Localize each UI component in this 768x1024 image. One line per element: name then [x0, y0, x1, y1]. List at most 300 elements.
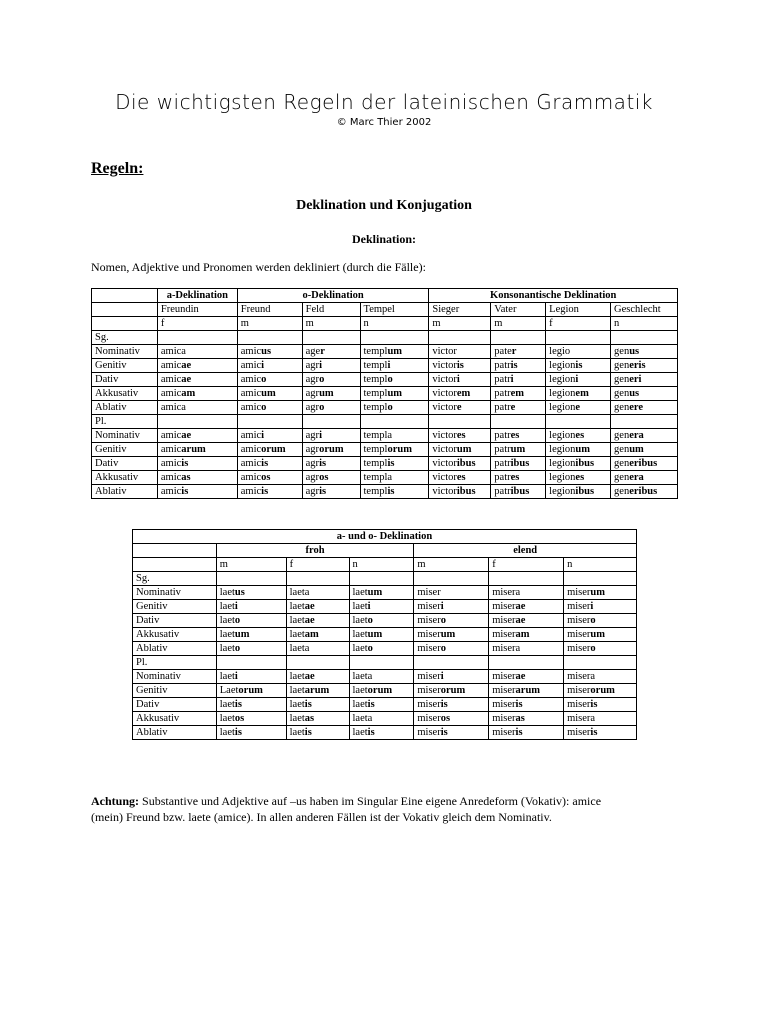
form-cell: [491, 457, 546, 471]
group-header: Konsonantische Deklination: [429, 289, 678, 303]
noun-header: Tempel: [360, 303, 429, 317]
stem: miser: [417, 685, 441, 696]
form-cell: [429, 415, 491, 429]
form-cell: [489, 698, 564, 712]
form-cell: [611, 429, 678, 443]
form-cell: [302, 443, 360, 457]
stem: legio: [549, 346, 571, 357]
stem: patr: [494, 360, 511, 371]
ending: is: [515, 699, 523, 710]
ending: is: [510, 360, 518, 371]
stem: amic: [160, 472, 182, 483]
stem: legion: [549, 458, 576, 469]
stem: victor: [432, 444, 457, 455]
stem: amic: [240, 388, 262, 399]
table-row: [133, 726, 637, 740]
ending: is: [234, 727, 242, 738]
form-cell: [611, 345, 678, 359]
stem: laet: [219, 699, 235, 710]
form-cell: [489, 726, 564, 740]
ending: is: [261, 486, 269, 497]
ending: um: [367, 587, 383, 598]
noun-header: [92, 303, 158, 317]
form-cell: [491, 471, 546, 485]
stem: Laet: [219, 685, 239, 696]
table-row: [133, 628, 637, 642]
form-cell: [349, 656, 414, 670]
form-cell: [349, 712, 414, 726]
subtitle: Deklination und Konjugation: [296, 198, 472, 213]
table-row: [133, 586, 637, 600]
stem: laet: [219, 587, 235, 598]
stem: gen: [614, 430, 630, 441]
stem: miser: [492, 671, 516, 682]
form-cell: [237, 471, 302, 485]
stem: templa: [363, 472, 393, 483]
form-cell: [564, 670, 637, 684]
ending: em: [456, 388, 471, 399]
case-label: Nominativ: [133, 670, 217, 684]
form-cell: [216, 642, 286, 656]
ending: arum: [515, 685, 541, 696]
ending: am: [304, 629, 319, 640]
form-cell: [302, 401, 360, 415]
form-cell: [302, 429, 360, 443]
form-cell: [302, 345, 360, 359]
ending: um: [440, 629, 456, 640]
case-label: Genitiv: [92, 359, 158, 373]
stem: laet: [219, 629, 235, 640]
stem: agr: [305, 486, 320, 497]
stem: gen: [614, 388, 630, 399]
stem: miser: [417, 601, 441, 612]
form-cell: [546, 415, 611, 429]
case-label: Ablativ: [133, 726, 217, 740]
form-cell: [564, 600, 637, 614]
form-cell: [414, 726, 489, 740]
case-label: Dativ: [133, 698, 217, 712]
noun-header: Geschlecht: [611, 303, 678, 317]
ending: orum: [319, 444, 344, 455]
ending: um: [590, 629, 605, 640]
form-cell: [237, 359, 302, 373]
stem: laeta: [352, 713, 373, 724]
table-header-row: [133, 530, 637, 544]
note-text-line2: (mein) Freund bzw. laete (amice). In allen anderen Fällen ist der Vokativ gleich dem Nominativ.: [91, 810, 552, 824]
stem: amic: [160, 486, 182, 497]
stem: miser: [492, 685, 516, 696]
stem: legion: [549, 472, 576, 483]
form-cell: [491, 345, 546, 359]
form-cell: [157, 485, 237, 499]
case-label: Dativ: [92, 373, 158, 387]
ending: um: [261, 388, 276, 399]
stem: miser: [417, 713, 441, 724]
stem: amic: [240, 360, 262, 371]
table-header-row: [133, 558, 637, 572]
ending: i: [510, 374, 514, 385]
table-row: [133, 656, 637, 670]
form-cell: [286, 726, 349, 740]
form-cell: [302, 373, 360, 387]
ending: i: [456, 374, 460, 385]
case-label: Pl.: [92, 415, 158, 429]
stem: patr: [494, 472, 511, 483]
form-cell: [216, 614, 286, 628]
table-row: [133, 614, 637, 628]
stem: amic: [240, 444, 262, 455]
ending: e: [510, 402, 516, 413]
form-cell: [360, 471, 429, 485]
form-cell: [349, 614, 414, 628]
form-cell: [302, 415, 360, 429]
form-cell: [237, 401, 302, 415]
stem: victor: [432, 346, 457, 357]
ending: is: [590, 699, 598, 710]
form-cell: [429, 331, 491, 345]
case-label: Ablativ: [92, 485, 158, 499]
stem: agr: [305, 402, 320, 413]
form-cell: [489, 670, 564, 684]
stem: templ: [363, 402, 388, 413]
ending: um: [590, 587, 605, 598]
ending: o: [261, 402, 267, 413]
form-cell: [216, 670, 286, 684]
ending: as: [181, 472, 191, 483]
ending: i: [387, 360, 391, 371]
form-cell: [302, 457, 360, 471]
ending: ibus: [510, 458, 530, 469]
form-cell: [349, 628, 414, 642]
stem: misera: [567, 713, 596, 724]
form-cell: [429, 429, 491, 443]
group-header: [92, 289, 158, 303]
ending: is: [181, 486, 189, 497]
stem: patr: [494, 444, 511, 455]
table-header-row: [92, 289, 678, 303]
ending: um: [510, 444, 526, 455]
ending: is: [304, 727, 312, 738]
ending: i: [590, 601, 594, 612]
gender-cell: f: [489, 558, 564, 572]
form-cell: [237, 415, 302, 429]
form-cell: [429, 457, 491, 471]
ending: as: [515, 713, 525, 724]
form-cell: [237, 387, 302, 401]
ending: ae: [181, 430, 192, 441]
form-cell: [360, 443, 429, 457]
stem: miser: [492, 713, 516, 724]
form-cell: [414, 572, 489, 586]
ending: o: [234, 643, 241, 654]
ending: em: [575, 388, 589, 399]
form-cell: [286, 684, 349, 698]
form-cell: [564, 572, 637, 586]
form-cell: [216, 726, 286, 740]
form-cell: [611, 443, 678, 457]
form-cell: [157, 471, 237, 485]
form-cell: [611, 485, 678, 499]
adjective-declension-table: [132, 529, 637, 740]
stem: amic: [160, 360, 182, 371]
ending: ere: [629, 402, 643, 413]
stem: gen: [614, 472, 630, 483]
ending: i: [319, 360, 322, 371]
ending: r: [320, 346, 325, 357]
table-header-row: [92, 303, 678, 317]
table-header-row: [92, 317, 678, 331]
stem: agr: [305, 430, 320, 441]
form-cell: [360, 331, 429, 345]
stem: miser: [567, 615, 591, 626]
table-row: [133, 698, 637, 712]
form-cell: [216, 600, 286, 614]
stem: gen: [614, 402, 630, 413]
table-row: [92, 373, 678, 387]
stem: victor: [432, 388, 457, 399]
stem: gen: [614, 458, 630, 469]
ending: is: [319, 458, 327, 469]
stem: laet: [219, 671, 235, 682]
form-cell: [360, 415, 429, 429]
ending: is: [440, 699, 448, 710]
ending: es: [510, 430, 520, 441]
ending: o: [387, 402, 393, 413]
ending: arum: [181, 444, 206, 455]
ending: um: [319, 388, 334, 399]
ending: o: [590, 615, 596, 626]
form-cell: [489, 656, 564, 670]
group-header: o-Deklination: [237, 289, 429, 303]
gender-cell: m: [491, 317, 546, 331]
ending: ae: [181, 360, 192, 371]
note-text-line1: Substantive und Adjektive auf –us haben im Singular Eine eigene Anredeform (Vokativ): amice: [139, 794, 602, 808]
form-cell: [349, 670, 414, 684]
gender-cell: n: [611, 317, 678, 331]
ending: em: [510, 388, 525, 399]
stem: laeta: [352, 671, 373, 682]
ending: os: [440, 713, 451, 724]
form-cell: [349, 642, 414, 656]
table-row: [92, 345, 678, 359]
ending: es: [510, 472, 520, 483]
form-cell: [349, 726, 414, 740]
group-header: a-Deklination: [157, 289, 237, 303]
case-label: Pl.: [133, 656, 217, 670]
form-cell: [489, 600, 564, 614]
form-cell: [157, 373, 237, 387]
stem: amic: [160, 444, 182, 455]
gender-cell: m: [414, 558, 489, 572]
case-label: Akkusativ: [92, 387, 158, 401]
ending: ibus: [456, 486, 476, 497]
stem: legion: [549, 388, 576, 399]
note-paragraph: [91, 793, 681, 825]
stem: templ: [363, 444, 388, 455]
stem: laet: [352, 727, 368, 738]
ending: es: [456, 472, 466, 483]
empty-cell: [133, 544, 217, 558]
form-cell: [564, 586, 637, 600]
case-label: Dativ: [133, 614, 217, 628]
form-cell: [216, 586, 286, 600]
ending: ae: [304, 671, 315, 682]
form-cell: [414, 670, 489, 684]
noun-header: Feld: [302, 303, 360, 317]
gender-cell: n: [360, 317, 429, 331]
stem: legion: [549, 360, 576, 371]
stem: amic: [240, 458, 262, 469]
form-cell: [489, 712, 564, 726]
table-row: [92, 429, 678, 443]
stem: gen: [614, 374, 630, 385]
form-cell: [237, 429, 302, 443]
stem: laet: [289, 685, 305, 696]
form-cell: [216, 572, 286, 586]
ending: orum: [440, 685, 466, 696]
stem: laet: [289, 615, 305, 626]
stem: amic: [160, 374, 182, 385]
stem: age: [305, 346, 321, 357]
ending: ibus: [575, 458, 595, 469]
stem: laet: [352, 587, 368, 598]
form-cell: [611, 387, 678, 401]
form-cell: [216, 628, 286, 642]
form-cell: [546, 485, 611, 499]
form-cell: [157, 331, 237, 345]
stem: amic: [160, 430, 182, 441]
form-cell: [429, 485, 491, 499]
stem: laet: [219, 601, 235, 612]
ending: is: [590, 727, 598, 738]
stem: gen: [614, 444, 630, 455]
noun-header: Sieger: [429, 303, 491, 317]
stem: patr: [494, 458, 511, 469]
stem: miser: [417, 699, 441, 710]
stem: misera: [492, 643, 521, 654]
stem: miser: [567, 629, 591, 640]
ending: eribus: [629, 486, 658, 497]
form-cell: [349, 698, 414, 712]
form-cell: [491, 429, 546, 443]
gender-cell: f: [157, 317, 237, 331]
form-cell: [414, 628, 489, 642]
stem: miser: [567, 727, 591, 738]
form-cell: [286, 656, 349, 670]
stem: patr: [494, 402, 511, 413]
form-cell: [286, 600, 349, 614]
ending: es: [456, 430, 466, 441]
form-cell: [286, 586, 349, 600]
ending: is: [387, 458, 395, 469]
form-cell: [546, 345, 611, 359]
stem: agr: [305, 360, 320, 371]
stem: legion: [549, 430, 576, 441]
form-cell: [546, 471, 611, 485]
form-cell: [546, 331, 611, 345]
adjective-header: elend: [414, 544, 637, 558]
stem: miser: [417, 671, 441, 682]
form-cell: [157, 429, 237, 443]
ending: is: [367, 727, 375, 738]
noun-header: Freund: [237, 303, 302, 317]
ending: is: [575, 360, 583, 371]
stem: agr: [305, 444, 320, 455]
stem: amica: [160, 346, 186, 357]
form-cell: [286, 698, 349, 712]
stem: laet: [352, 699, 368, 710]
form-cell: [360, 401, 429, 415]
form-cell: [546, 373, 611, 387]
ending: o: [387, 374, 393, 385]
form-cell: [286, 670, 349, 684]
section-heading: Regeln:: [91, 160, 144, 177]
form-cell: [491, 373, 546, 387]
stem: miser: [567, 587, 591, 598]
table-row: [133, 712, 637, 726]
stem: templ: [363, 388, 388, 399]
table-row: [133, 600, 637, 614]
form-cell: [349, 600, 414, 614]
case-label: Genitiv: [92, 443, 158, 457]
ending: os: [234, 713, 245, 724]
stem: amic: [240, 374, 262, 385]
form-cell: [157, 443, 237, 457]
ending: o: [261, 374, 267, 385]
stem: laet: [219, 727, 235, 738]
ending: o: [440, 643, 446, 654]
ending: i: [319, 430, 322, 441]
ending: i: [440, 671, 444, 682]
ending: ae: [181, 374, 192, 385]
ending: is: [440, 727, 448, 738]
stem: patr: [494, 430, 511, 441]
ending: orum: [367, 685, 393, 696]
form-cell: [546, 359, 611, 373]
form-cell: [491, 331, 546, 345]
form-cell: [157, 415, 237, 429]
form-cell: [429, 345, 491, 359]
form-cell: [216, 656, 286, 670]
ending: r: [511, 346, 517, 357]
table-row: [92, 443, 678, 457]
form-cell: [360, 387, 429, 401]
stem: miser: [567, 685, 591, 696]
case-label: Sg.: [133, 572, 217, 586]
ending: os: [319, 472, 329, 483]
stem: laet: [352, 685, 368, 696]
gender-cell: m: [302, 317, 360, 331]
form-cell: [237, 443, 302, 457]
form-cell: [360, 485, 429, 499]
form-cell: [237, 331, 302, 345]
table-title: a- und o- Deklination: [133, 530, 637, 544]
stem: victor: [432, 360, 457, 371]
ending: o: [319, 402, 325, 413]
form-cell: [564, 628, 637, 642]
case-label: Nominativ: [92, 429, 158, 443]
form-cell: [414, 600, 489, 614]
form-cell: [286, 642, 349, 656]
form-cell: [157, 359, 237, 373]
ending: o: [367, 643, 373, 654]
case-label: Akkusativ: [133, 712, 217, 726]
form-cell: [564, 698, 637, 712]
stem: patr: [494, 486, 511, 497]
gender-cell: m: [216, 558, 286, 572]
form-cell: [429, 373, 491, 387]
case-label: Genitiv: [133, 600, 217, 614]
